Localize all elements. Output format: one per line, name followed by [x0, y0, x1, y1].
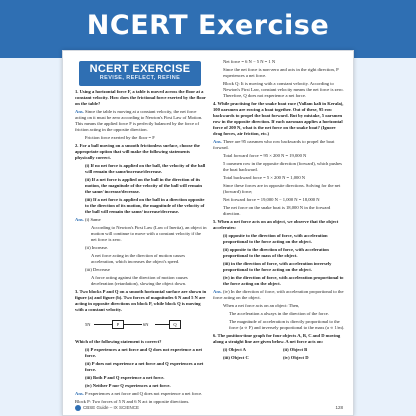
- arrow-left-icon: [94, 324, 112, 325]
- force-diagram: [85, 315, 207, 337]
- question-5-iii: (iii) in the direction of force, with acceleration inversely proportional to the force acting on the object.: [223, 261, 332, 272]
- answer-1-text: Since the table is moving at a constant velocity, the net force acting on it must be zero according to Newton's First Law of Motion. This means the applied force F is perfectly balanced by the force of friction acting in the opposite direction.: [75, 109, 203, 132]
- answer-2-ii-text: A net force acting in the direction of motion causes acceleration, which increases the object's speed.: [91, 253, 186, 264]
- question-6: 6. The position-time graph for four objects A, B, C and D moving along a straight line are given below. A net force acts on:: [213, 333, 341, 344]
- question-4: 4. While practising for the snake boat race (Vallam kali in Kerala), 100 oarsmen are rowing a boat together. Out of these, 95 row backwards to propel the boat forward. But by mistake, 5 oarsmen row in the opposite direction. If each oarsman applies a horizontal force of 200 N, what is the net force on the snake boat? (Ignore drag forces, air friction, etc.): [213, 101, 344, 136]
- block-q: Q: [169, 320, 181, 329]
- answer-2-ii: (ii) Increase.: [85, 245, 109, 250]
- page-number: 128: [335, 405, 343, 410]
- question-2: 2. For a ball moving on a smooth frictionless surface, choose the appropriate option that will make the following statements physically correct.: [75, 143, 200, 160]
- answer-4-c: 5 oarsmen row in the opposite direction (forward), which pushes the boat backward.: [223, 161, 342, 172]
- option-6-a: (i) Object A: [223, 347, 246, 352]
- right-column: [213, 59, 345, 363]
- question-5: 5. When a net force acts on an object, we observe that the object accelerates:: [213, 219, 339, 230]
- net-force-explain: Since the net force is non-zero and acts in the right direction, P experiences a net force.: [223, 67, 339, 78]
- answer-2-i: Ans. (i) Same: [75, 217, 101, 222]
- answer-3: Ans. P experiences a net force and Q does not experience a net force.: [75, 391, 203, 396]
- option-4: (iv) Neither P nor Q experiences a net force.: [85, 383, 171, 388]
- option-6-c: (iii) Object C: [223, 355, 249, 360]
- option-6-d: (iv) Object D: [283, 355, 309, 360]
- question-2-iii: (iii) If a net force is applied on the ball in a direction opposite to the direction of its motion, the magnitude of the velocity of the ball will remain the same/ increase/decrease.: [85, 197, 205, 214]
- banner-title: NCERT EXERCISE: [89, 63, 191, 75]
- question-5-i: (i) opposite to the direction of force, with acceleration proportional to the force acting on the object.: [223, 233, 328, 244]
- answer-4: Ans. There are 95 oarsmen who row backwards to propel the boat forward.: [213, 139, 335, 150]
- option-2: (ii) P does not experience a net force and Q experiences a net force.: [85, 361, 204, 372]
- answer-4-d: Total backward force = 5 × 200 N = 1,000 N: [223, 175, 306, 180]
- arrow-q-icon: [155, 324, 169, 325]
- question-3: 3. Two blocks P and Q on a smooth horizontal surface are shown in figure (a) and figure (b). Two forces of magnitudes 6 N and 5 N are acting in opposite directions on block P, while block Q is moving with a constant velocity.: [75, 289, 207, 312]
- question-2-ii: (ii) If a net force is applied on the ball in the direction of its motion, the magnitude of the velocity of the ball will remain the same/ increase/decrease.: [85, 177, 202, 194]
- options-6-row-1: [213, 347, 345, 353]
- option-1: (i) P experiences a net force and Q does not experience a net force.: [85, 347, 203, 358]
- question-5-ii: (ii) opposite to the direction of force, with acceleration proportional to the mass of the object.: [223, 247, 329, 258]
- option-6-b: (ii) Object B: [283, 347, 308, 352]
- left-column: [75, 89, 207, 407]
- force-6n-label: 6N: [143, 322, 149, 327]
- section-banner: [79, 61, 201, 86]
- answer-1: [75, 109, 207, 133]
- answer-2-i-text: According to Newton's First Law (Law of Inertia), an object in motion will continue to move with a constant velocity if the net force is zero.: [91, 225, 207, 242]
- question-5-iv: (iv) in the direction of force, with acceleration proportional to the force acting on the object.: [223, 275, 344, 286]
- answer-5: Ans. (iv) In the direction of force, with acceleration proportional to the force acting on the object.: [213, 289, 344, 300]
- force-5n-label: 5N: [85, 322, 91, 327]
- page-footer: [75, 405, 343, 413]
- answer-4-f: Net forward force = 19,000 N − 1,000 N = 18,000 N: [223, 197, 320, 202]
- answer-5-d: The magnitude of acceleration is directly proportional to the force (a ∝ F) and inversely proportional to the mass (a ∝ 1/m).: [229, 319, 345, 330]
- block-p: P: [112, 320, 124, 329]
- document-page: [62, 50, 354, 416]
- answer-2-iii-text: A force acting against the direction of motion causes deceleration (retardation), slowing the object down.: [91, 275, 188, 286]
- answer-label: Ans.: [75, 109, 84, 114]
- net-force-line: Net force = 6 N − 5 N = 1 N: [223, 59, 276, 64]
- question-1: 1. Using a horizontal force F, a table is moved across the floor at a constant velocity. How does the frictional force exerted by the floor on the table?: [75, 89, 206, 106]
- question-2-i: (i) If no net force is applied on the ball, the velocity of the ball will remain the same/increase/decrease.: [85, 163, 206, 174]
- book-icon: [75, 405, 81, 411]
- answer-4-e: Since these forces are in opposite directions. Solving for the net (forward) force;: [223, 183, 341, 194]
- banner-subtitle: REVISE, REFLECT, REFINE: [99, 75, 181, 81]
- option-3: (iii) Both P and Q experience a net force.: [85, 375, 165, 380]
- block-q-explain: Block Q: It is moving with a constant velocity. According to Newton's First Law, constant velocity means the net force is zero. Therefore, Q does not experience a net force.: [223, 81, 344, 98]
- arrow-right-icon: [124, 324, 142, 325]
- question-3-prompt: Which of the following statement is correct?: [75, 339, 162, 344]
- answer-2-iii: (iii) Decrease: [85, 267, 110, 272]
- options-6-row-2: [213, 355, 345, 361]
- answer-4-g: The net force on the snake boat is 18,000 N in the forward direction.: [223, 205, 331, 216]
- footer-title: CBSE Guide – IX SCIENCE: [83, 405, 140, 411]
- answer-4-b: Total forward force = 95 × 200 N = 19,000 N: [223, 153, 307, 158]
- page-title: NCERT Exercise: [86, 10, 330, 41]
- answer-3-block-p: Block P: Two forces of 5 N and 6 N act in opposite directions.: [75, 399, 190, 404]
- answer-1-result: Friction force exerted by the floor = F: [85, 135, 155, 140]
- answer-5-b: When a net force acts on an object: Then,: [223, 303, 300, 308]
- answer-5-c: The acceleration a always in the direction of the force.: [229, 311, 329, 316]
